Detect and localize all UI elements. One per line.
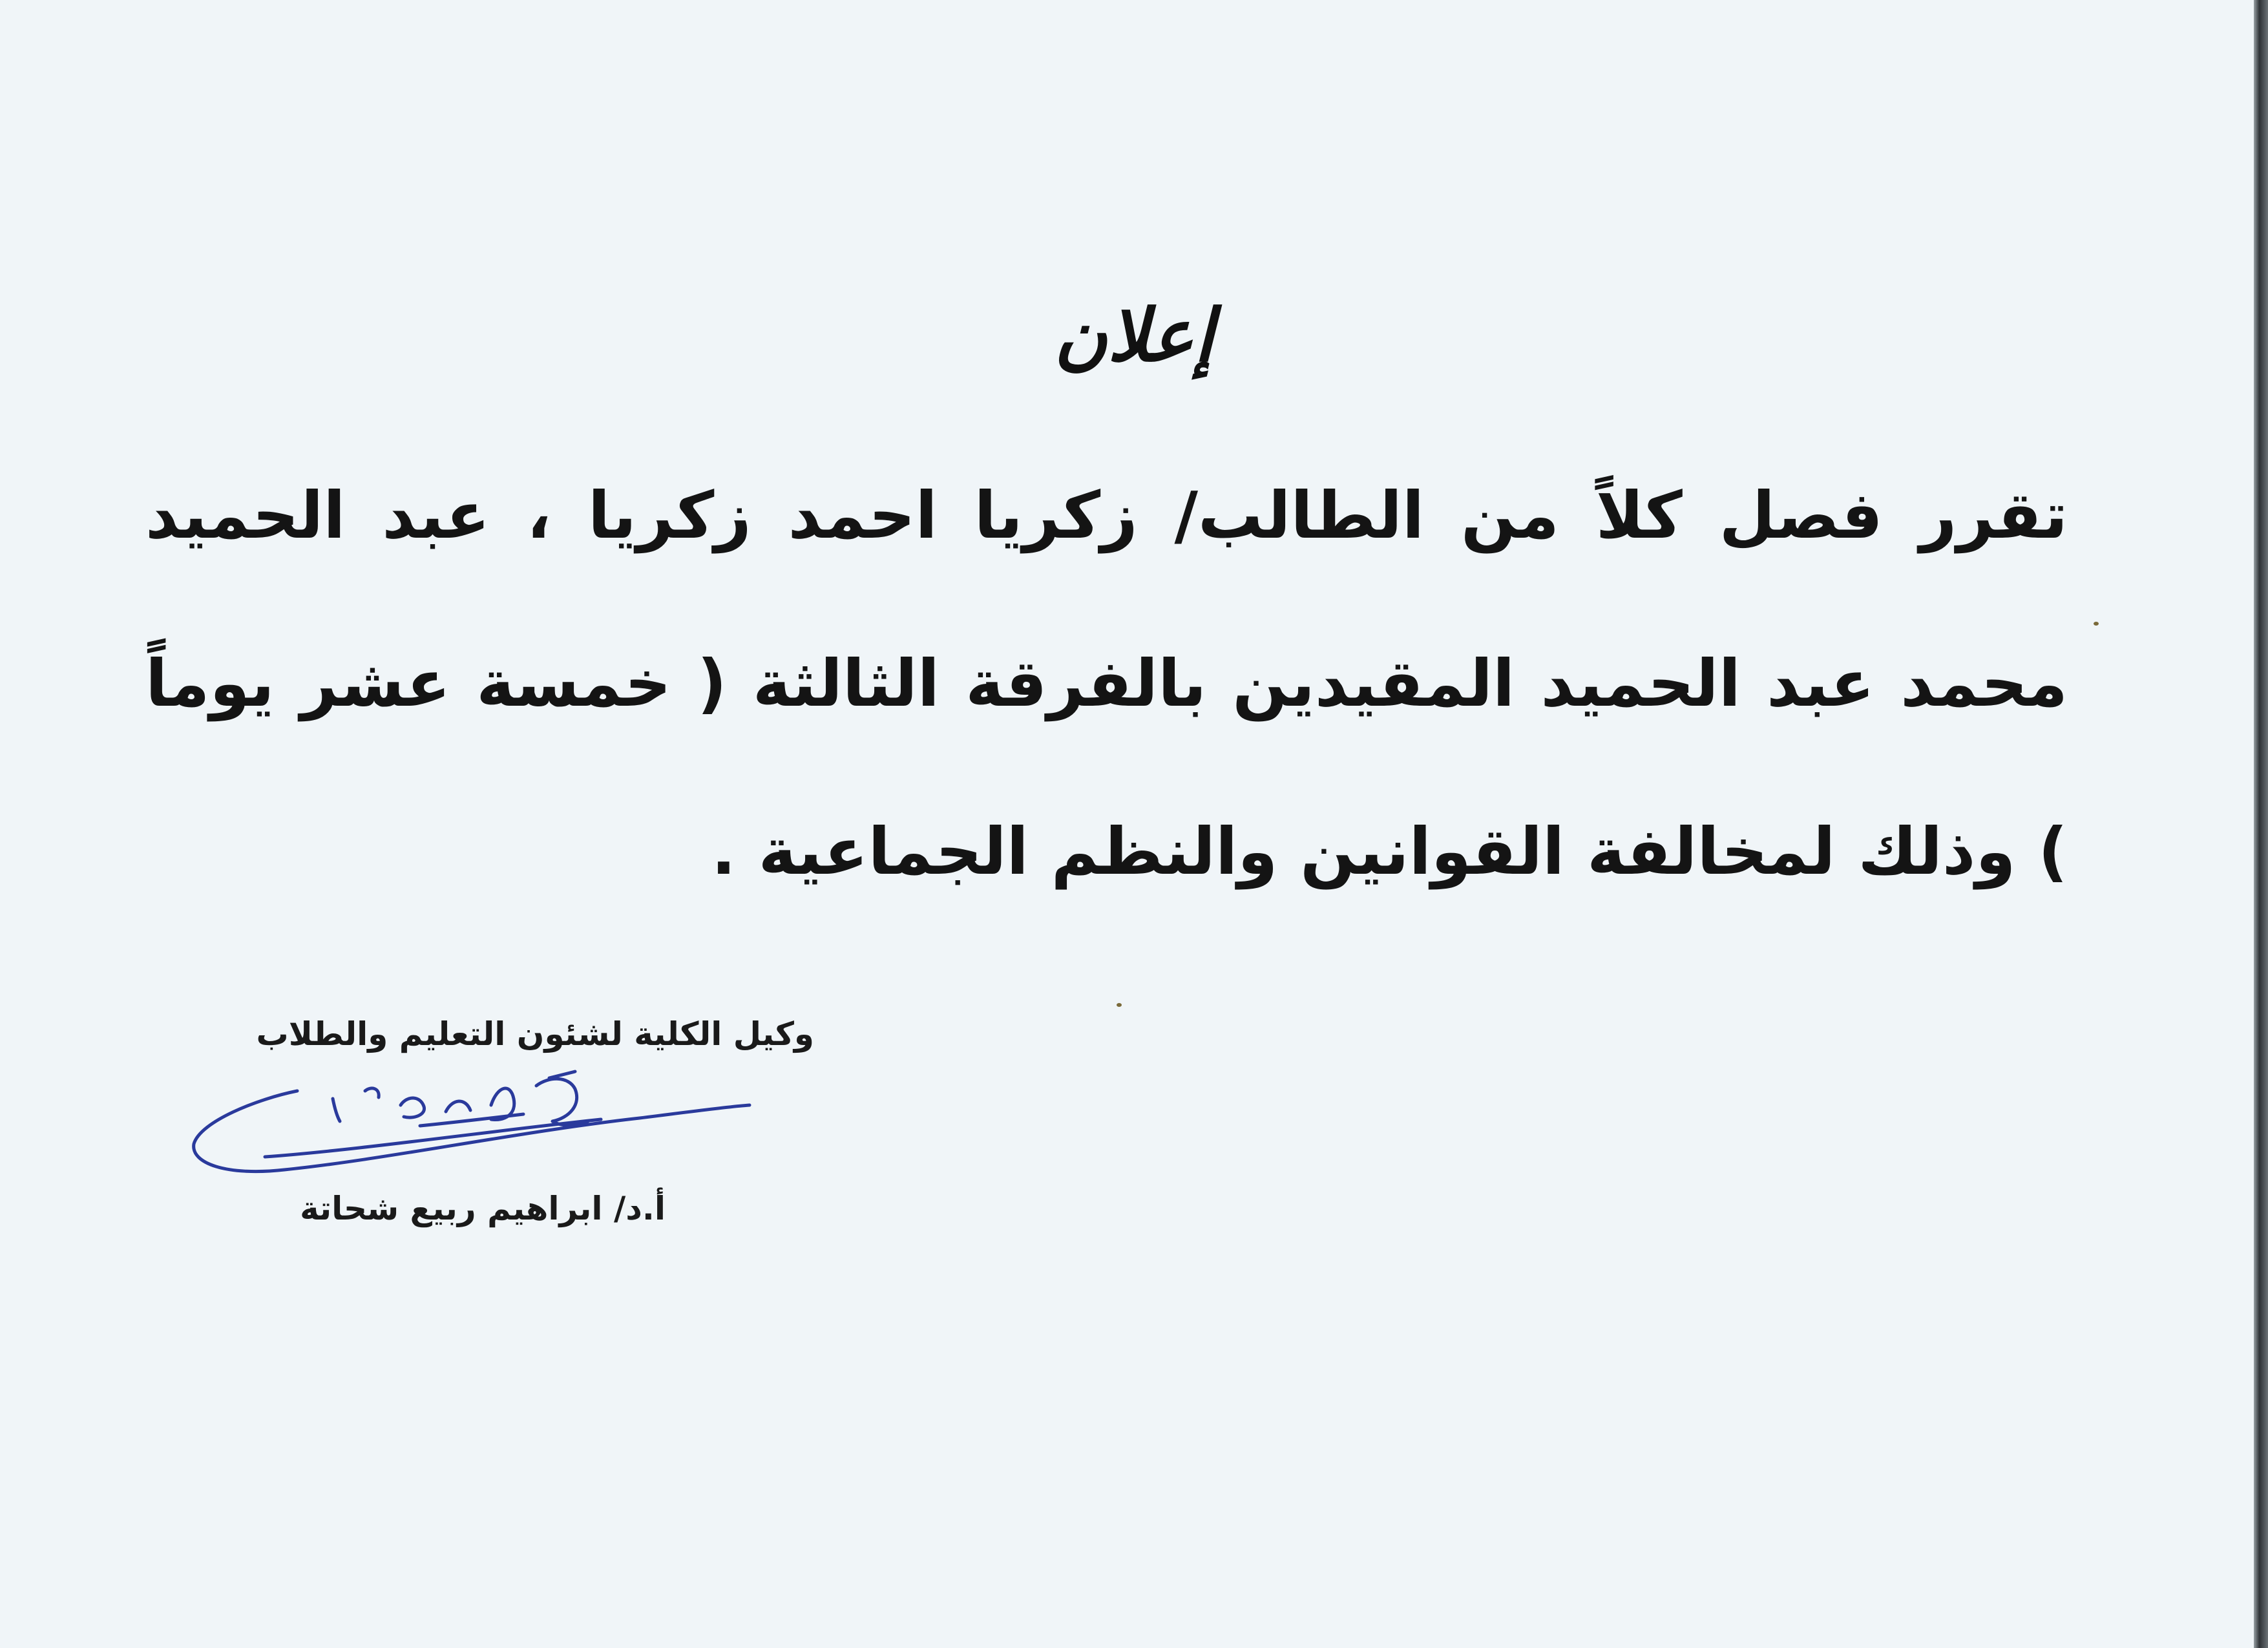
handwritten-signature (187, 1060, 756, 1189)
notice-heading: إعلان (1054, 293, 1214, 378)
notice-body: تقرر فصل كلاً من الطالب/ زكريا احمد زكريا ، عبد الحميد محمد عبد الحميد المقيدين بالفرقة الثالثة ( خمسة عشر يوماً ) وذلك لمخالفة القوانين والنظم الجماعية . (145, 478, 2068, 889)
signer-title: وكيل الكلية لشئون التعليم والطلاب (256, 1015, 814, 1053)
paper-speck (1117, 1003, 1122, 1007)
paper-speck (2094, 622, 2099, 626)
signer-name: أ.د/ ابراهيم ربيع شحاتة (300, 1190, 666, 1227)
